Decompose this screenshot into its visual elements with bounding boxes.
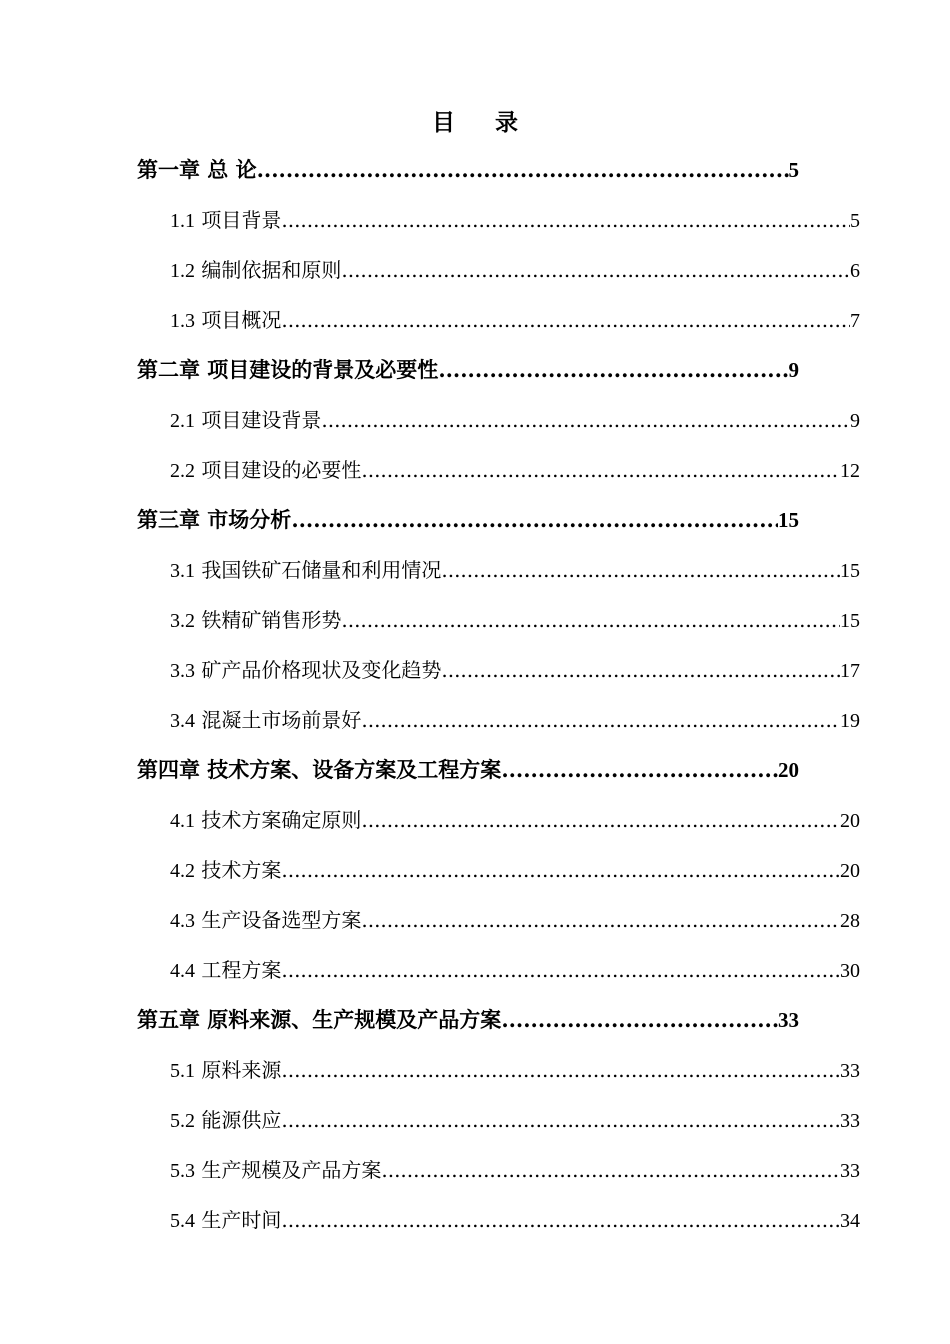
dot-leader (281, 945, 840, 995)
toc-page-number: 28 (840, 910, 860, 932)
toc-section-number: 5.1 (170, 1060, 195, 1082)
toc-page-number: 15 (840, 610, 860, 632)
toc-section-3-3[interactable] (170, 645, 860, 695)
toc-section-1-2[interactable] (170, 245, 860, 295)
toc-page-number: 17 (840, 660, 860, 682)
toc-section-2-1[interactable] (170, 395, 860, 445)
toc-section-label: 原料来源 (201, 1058, 282, 1082)
toc-page-number: 12 (840, 460, 860, 482)
dot-leader (281, 1045, 840, 1095)
toc-section-3-4[interactable] (170, 695, 860, 745)
toc-section-label: 生产时间 (201, 1208, 282, 1232)
toc-section-label: 工程方案 (201, 958, 282, 982)
toc-page-number: 20 (840, 860, 860, 882)
dot-leader (281, 845, 840, 895)
toc-section-1-3[interactable] (170, 295, 860, 345)
dot-leader (281, 1195, 840, 1245)
toc-section-4-3[interactable] (170, 895, 860, 945)
toc-section-2-2[interactable] (170, 445, 860, 495)
toc-section-label: 生产规模及产品方案 (201, 1158, 382, 1182)
dot-leader (501, 995, 778, 1045)
dot-leader (341, 245, 850, 295)
toc-section-label: 技术方案 (201, 858, 282, 882)
dot-leader (291, 495, 778, 545)
toc-section-label: 项目背景 (201, 208, 282, 232)
toc-page-number: 33 (840, 1160, 860, 1182)
toc-page-number: 6 (850, 260, 860, 282)
toc-section-number: 1.3 (170, 310, 195, 332)
dot-leader (441, 645, 840, 695)
dot-leader (438, 345, 788, 395)
dot-leader (361, 695, 840, 745)
toc-page-number: 15 (840, 560, 860, 582)
title-left-char: 目 (432, 109, 455, 136)
toc-section-label: 铁精矿销售形势 (201, 608, 342, 632)
dot-leader (257, 145, 789, 195)
toc-chapter-label: 第一章 总 论 (137, 157, 257, 182)
toc-section-1-1[interactable] (170, 195, 860, 245)
toc-section-number: 2.2 (170, 460, 195, 482)
toc-page-number: 7 (850, 310, 860, 332)
toc-page-number: 33 (840, 1110, 860, 1132)
toc-section-number: 2.1 (170, 410, 195, 432)
toc-chapter-2[interactable] (137, 345, 799, 395)
toc-page-number: 9 (788, 358, 799, 382)
dot-leader (321, 395, 850, 445)
toc-section-label: 能源供应 (201, 1108, 282, 1132)
toc-section-number: 3.3 (170, 660, 195, 682)
toc-section-label: 矿产品价格现状及变化趋势 (201, 658, 442, 682)
toc-chapter-label: 第三章 市场分析 (137, 507, 292, 532)
dot-leader (361, 795, 840, 845)
toc-section-label: 混凝土市场前景好 (201, 708, 362, 732)
dot-leader (501, 745, 778, 795)
dot-leader (281, 1095, 840, 1145)
toc-section-label: 项目概况 (201, 308, 282, 332)
toc-section-number: 5.3 (170, 1160, 195, 1182)
toc-section-5-3[interactable] (170, 1145, 860, 1195)
toc-chapter-label: 第五章 原料来源、生产规模及产品方案 (137, 1007, 502, 1032)
page-title (0, 104, 950, 137)
toc-section-3-2[interactable] (170, 595, 860, 645)
toc-section-label: 生产设备选型方案 (201, 908, 362, 932)
toc-section-label: 项目建设的必要性 (201, 458, 362, 482)
toc-page-number: 19 (840, 710, 860, 732)
toc-section-number: 3.1 (170, 560, 195, 582)
toc-page-number: 20 (778, 758, 799, 782)
toc-chapter-label: 第四章 技术方案、设备方案及工程方案 (137, 757, 502, 782)
dot-leader (381, 1145, 840, 1195)
toc-section-number: 5.4 (170, 1210, 195, 1232)
toc-page-number: 30 (840, 960, 860, 982)
toc-section-label: 我国铁矿石储量和利用情况 (201, 558, 442, 582)
dot-leader (281, 195, 850, 245)
toc-section-5-1[interactable] (170, 1045, 860, 1095)
toc-section-4-1[interactable] (170, 795, 860, 845)
toc-chapter-3[interactable] (137, 495, 799, 545)
toc-section-number: 4.3 (170, 910, 195, 932)
toc-page-number: 5 (850, 210, 860, 232)
toc-section-label: 项目建设背景 (201, 408, 322, 432)
toc-section-3-1[interactable] (170, 545, 860, 595)
toc-page-number: 20 (840, 810, 860, 832)
toc-section-number: 4.2 (170, 860, 195, 882)
toc-section-number: 5.2 (170, 1110, 195, 1132)
toc-section-label: 编制依据和原则 (201, 258, 342, 282)
dot-leader (361, 445, 840, 495)
toc-section-number: 4.1 (170, 810, 195, 832)
toc-chapter-label: 第二章 项目建设的背景及必要性 (137, 357, 439, 382)
toc-page-number: 5 (788, 158, 799, 182)
toc-page-number: 33 (778, 1008, 799, 1032)
title-right-char: 录 (495, 109, 518, 136)
toc-section-number: 1.2 (170, 260, 195, 282)
dot-leader (361, 895, 840, 945)
toc-chapter-1[interactable] (137, 145, 799, 195)
toc-page-number: 15 (778, 508, 799, 532)
toc-section-5-4[interactable] (170, 1195, 860, 1245)
toc-section-number: 3.4 (170, 710, 195, 732)
toc-chapter-4[interactable] (137, 745, 799, 795)
toc-section-number: 4.4 (170, 960, 195, 982)
toc-page-number: 34 (840, 1210, 860, 1232)
toc-chapter-5[interactable] (137, 995, 799, 1045)
toc-section-number: 1.1 (170, 210, 195, 232)
toc-section-4-4[interactable] (170, 945, 860, 995)
toc-page-number: 33 (840, 1060, 860, 1082)
toc-section-number: 3.2 (170, 610, 195, 632)
toc-section-4-2[interactable] (170, 845, 860, 895)
dot-leader (441, 545, 840, 595)
dot-leader (341, 595, 840, 645)
toc-page-number: 9 (850, 410, 860, 432)
toc-section-5-2[interactable] (170, 1095, 860, 1145)
toc-section-label: 技术方案确定原则 (201, 808, 362, 832)
dot-leader (281, 295, 850, 345)
